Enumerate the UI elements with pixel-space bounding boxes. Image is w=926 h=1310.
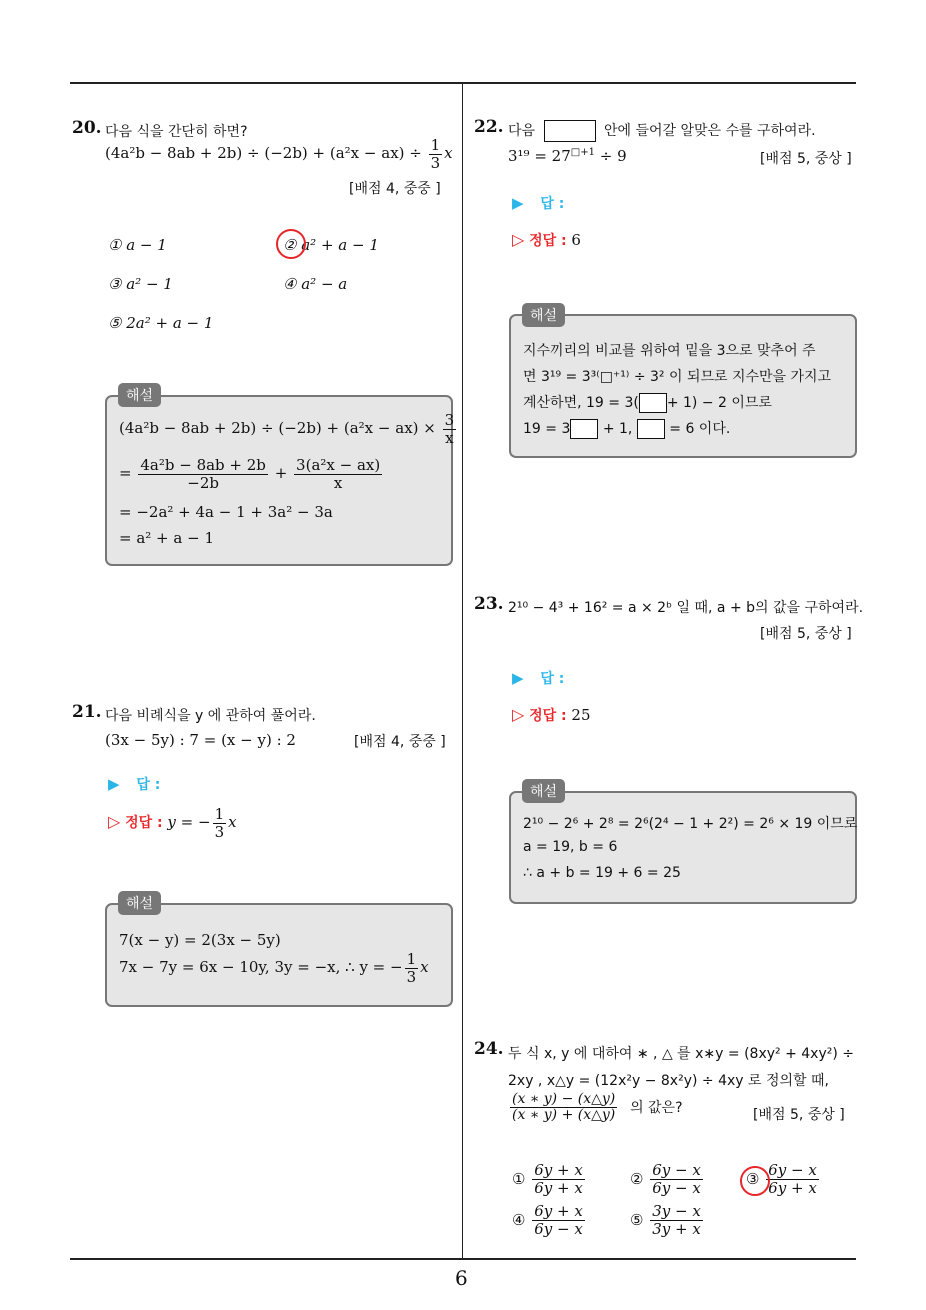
q23-difficulty: [배점 5, 중상 ] bbox=[760, 626, 852, 642]
q22-blank-box bbox=[544, 120, 596, 142]
q24-choice-1[interactable]: ① $\frac{6y + x}{6y + x}$ bbox=[512, 1161, 583, 1197]
q24-choice-2[interactable]: ② $\frac{6y - x}{6y - x}$ bbox=[630, 1161, 701, 1197]
answer-arrow-icon: ▶ bbox=[512, 194, 524, 212]
answer-arrow-icon: ▶ bbox=[108, 775, 120, 793]
correct-arrow-icon: ▷ bbox=[512, 705, 525, 724]
q24-line-2: 2xy , x△y = (12x²y − 8x²y) ÷ 4xy 로 정의할 때, bbox=[508, 1073, 829, 1089]
q22-sol-line-1: 지수끼리의 비교를 위하여 밑을 3으로 맞추어 주 bbox=[523, 343, 816, 359]
q23-answer-row[interactable]: ▶ 답 : bbox=[512, 669, 565, 687]
q24-selected-circle bbox=[740, 1166, 770, 1196]
q20-text: 다음 식을 간단히 하면? bbox=[105, 124, 248, 140]
q23-solution-tag: 해설 bbox=[522, 779, 565, 803]
q22-sol-line-4: 19 = 3 + 1, = 6 이다. bbox=[523, 421, 731, 437]
q20-choice-2[interactable]: ② a² + a − 1 bbox=[283, 236, 379, 254]
page-number: 6 bbox=[455, 1266, 468, 1290]
q23-solution-box bbox=[509, 791, 857, 904]
q23-text: 2¹⁰ − 4³ + 16² = a × 2ᵇ 일 때, a + b의 값을 구하여라. bbox=[508, 600, 864, 616]
q22-sol-line-3: 계산하면, 19 = 3( + 1) − 2 이므로 bbox=[523, 395, 772, 411]
answer-arrow-icon: ▶ bbox=[512, 669, 524, 687]
q24-choice-4[interactable]: ④ $\frac{6y + x}{6y - x}$ bbox=[512, 1202, 583, 1238]
q24-line-3: $\frac{(x ∗ y) - (x\triangle y)}{(x ∗ y) + (x\triangle y)}$ 의 값은? bbox=[512, 1091, 683, 1124]
q20-difficulty: [배점 4, 중중 ] bbox=[349, 181, 441, 197]
q21-solution-tag: 해설 bbox=[118, 891, 161, 915]
q24-difficulty: [배점 5, 중상 ] bbox=[753, 1107, 845, 1123]
q23-sol-line-1: 2¹⁰ − 2⁶ + 2⁸ = 2⁶(2⁴ − 1 + 2²) = 2⁶ × 19 이므로 bbox=[523, 816, 858, 832]
q21-number: 21. bbox=[72, 702, 102, 722]
q20-sol-line-2: = $\frac{\text{4a²b − 8ab + 2b}}{-2b}$ + $\frac{\text{3(a²x − ax)}}{x}$ bbox=[119, 456, 381, 492]
q20-sol-line-1: (4a²b − 8ab + 2b) ÷ (−2b) + (a²x − ax) × $\frac{3}{x}$ bbox=[119, 411, 455, 447]
q21-correct-row: ▷ 정답 : y = − $\frac{1}{3}$ x bbox=[108, 805, 237, 841]
column-divider bbox=[462, 82, 463, 1259]
q20-solution-tag: 해설 bbox=[118, 383, 161, 407]
q23-sol-line-3: ∴ a + b = 19 + 6 = 25 bbox=[523, 865, 681, 881]
q24-choice-5[interactable]: ⑤ $\frac{3y - x}{3y + x}$ bbox=[630, 1202, 701, 1238]
q22-sol-blank-2 bbox=[570, 419, 598, 439]
q20-choice-3[interactable]: ③ a² − 1 bbox=[108, 275, 173, 293]
q23-number: 23. bbox=[474, 594, 504, 614]
q21-expression: (3x − 5y) : 7 = (x − y) : 2 bbox=[105, 731, 296, 749]
q22-sol-line-2: 면 3¹⁹ = 3³⁽□⁺¹⁾ ÷ 3² 이 되므로 지수만을 가지고 bbox=[523, 369, 832, 385]
q22-solution-tag: 해설 bbox=[522, 303, 565, 327]
q24-line-1: 두 식 x, y 에 대하여 ∗ , △ 를 x∗y = (8xy² + 4xy²) ÷ bbox=[508, 1046, 854, 1062]
q20-expression: (4a²b − 8ab + 2b) ÷ (−2b) + (a²x − ax) ÷ $\frac{1}{3}$ x bbox=[105, 136, 453, 172]
q22-text: 다음 안에 들어갈 알맞은 수를 구하여라. bbox=[508, 120, 816, 142]
q23-correct-row: ▷ 정답 : 25 bbox=[512, 705, 591, 724]
q22-sol-blank-1 bbox=[639, 393, 667, 413]
q24-choice-3[interactable]: ③ $\frac{6y - x}{6y + x}$ bbox=[746, 1161, 817, 1197]
q22-correct-row: ▷ 정답 : 6 bbox=[512, 230, 581, 249]
q20-choice-1[interactable]: ① a − 1 bbox=[108, 236, 167, 254]
q20-number: 20. bbox=[72, 118, 102, 138]
q21-difficulty: [배점 4, 중중 ] bbox=[354, 734, 446, 750]
q21-sol-line-2: 7x − 7y = 6x − 10y, 3y = −x, ∴ y = − $\frac{1}{3}$ x bbox=[119, 950, 429, 986]
q22-difficulty: [배점 5, 중상 ] bbox=[760, 151, 852, 167]
correct-arrow-icon: ▷ bbox=[512, 230, 525, 249]
q22-solution-box bbox=[509, 314, 857, 458]
q21-solution-box bbox=[105, 903, 453, 1007]
q21-sol-line-1: 7(x − y) = 2(3x − 5y) bbox=[119, 931, 281, 949]
q20-choice-5[interactable]: ⑤ 2a² + a − 1 bbox=[108, 314, 214, 332]
q22-number: 22. bbox=[474, 117, 504, 137]
bottom-rule bbox=[70, 1258, 856, 1260]
q21-answer-row[interactable]: ▶ 답 : bbox=[108, 775, 161, 793]
q20-sol-line-3: = −2a² + 4a − 1 + 3a² − 3a bbox=[119, 503, 333, 521]
q20-solution-box bbox=[105, 395, 453, 566]
q20-choice-4[interactable]: ④ a² − a bbox=[283, 275, 348, 293]
q20-selected-circle bbox=[276, 229, 306, 259]
q22-expression: $3^{19} = 27^{□+1} \div 9$ bbox=[508, 147, 627, 165]
q22-sol-blank-3 bbox=[637, 419, 665, 439]
q22-answer-row[interactable]: ▶ 답 : bbox=[512, 194, 565, 212]
q21-text: 다음 비례식을 y 에 관하여 풀어라. bbox=[105, 708, 316, 724]
q20-sol-line-4: = a² + a − 1 bbox=[119, 529, 214, 547]
q24-number: 24. bbox=[474, 1039, 504, 1059]
correct-arrow-icon: ▷ bbox=[108, 812, 121, 831]
top-rule bbox=[70, 82, 856, 84]
q23-sol-line-2: a = 19, b = 6 bbox=[523, 839, 618, 855]
